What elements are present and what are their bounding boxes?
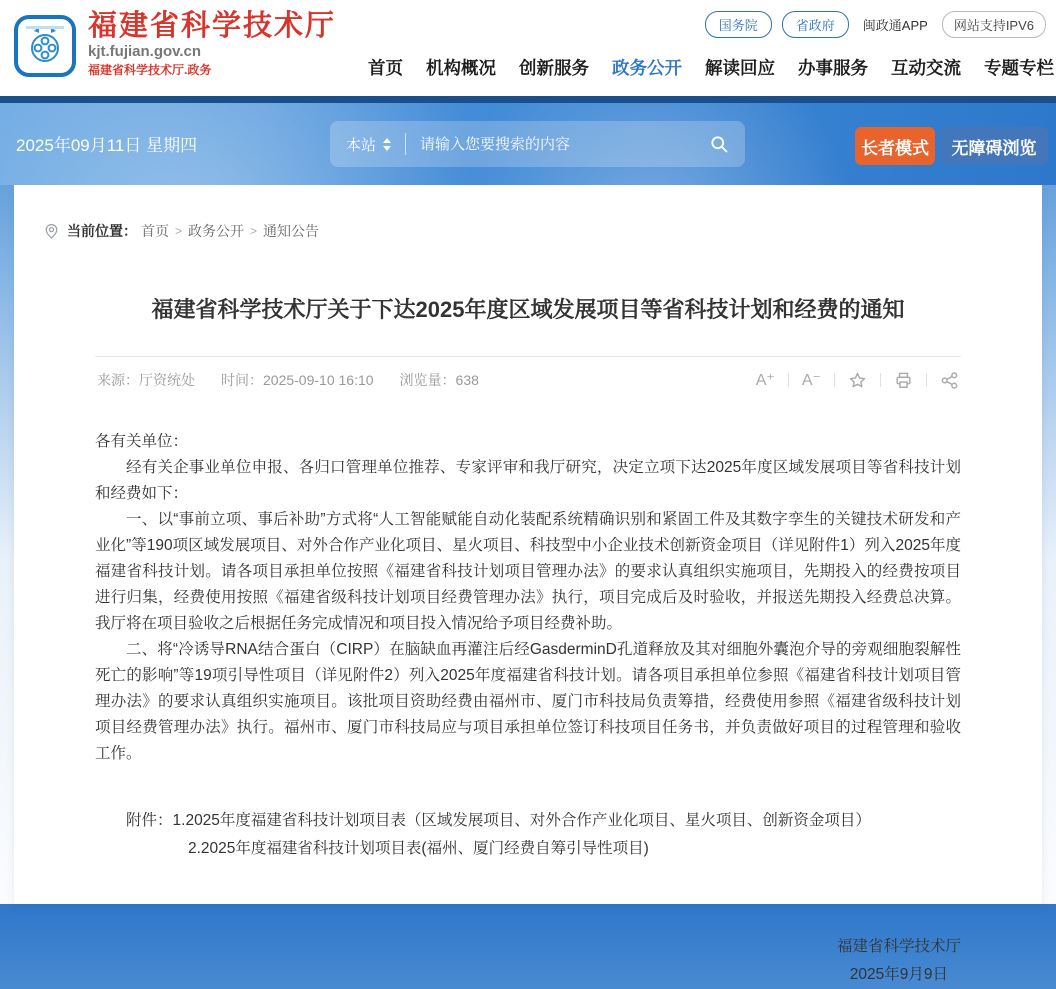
breadcrumb-separator: > [175, 224, 183, 238]
meta-views-value: 638 [455, 372, 479, 388]
search-bar [330, 121, 745, 167]
emblem-icon [14, 15, 76, 77]
signature-block [95, 933, 961, 989]
paragraph: 一、以“事前立项、事后补助”方式将“人工智能赋能自动化装配系统精确识别和紧固工件及其数字孪生的关键技术研发和产业化”等190项区域发展项目、对外合作产业化项目、星火项目、科技型中小企业技术创新资金项目（详见附件1）列入2025年度福建省科技计划。请各项目承担单位按照《福建省科技计划项目管理办法》的要求认真组织实施项目，先期投入的经费按项目进行归集，经费使用按照《福建省级科技计划项目经费管理办法》执行，项目完成后及时验收，并报送先期投入经费总决算。我厅将在项目验收之后根据任务完成情况和项目投入情况给予项目经费补助。 [95, 511, 961, 632]
nav-item-gov-disclosure[interactable]: 政务公开 [612, 58, 682, 78]
search-divider [405, 133, 406, 155]
link-state-council[interactable]: 国务院 [705, 11, 772, 38]
nav-item-overview[interactable]: 机构概况 [426, 58, 496, 78]
paragraph: 二、将“冷诱导RNA结合蛋白（CIRP）在脑缺血再灌注后经GasderminD孔道释放及其对细胞外囊泡介导的旁观细胞裂解性死亡的影响”等19项引导性项目（详见附件2）列入2025年度福建省科技计划。请各项目承担单位参照《福建省科技计划项目管理办法》的要求认真组织实施项目。该批项目资助经费由福州市、厦门市科技局负责筹措，经费使用参照《福建省级科技计划项目经费管理办法》执行。福州市、厦门市科技局应与项目承担单位签订科技项目任务书，并负责做好项目的过程管理和验收工作。 [95, 641, 961, 762]
breadcrumb-gov-disclosure[interactable]: 政务公开 [188, 223, 245, 239]
attachment-link-1[interactable]: 1.2025年度福建省科技计划项目表（区域发展项目、对外合作产业化项目、星火项目、创新资金项目） [172, 812, 871, 829]
meta-time [221, 370, 374, 390]
share-icon [940, 371, 959, 390]
paragraph: 经有关企事业单位申报、各归口管理单位推荐、专家评审和我厅研究，决定立项下达2025年度区域发展项目等省科技计划和经费如下： [95, 459, 961, 502]
accessibility-button[interactable]: 无障碍浏览 [940, 127, 1048, 165]
nav-item-interpretation[interactable]: 解读回应 [705, 58, 775, 78]
meta-views-label: 浏览量： [399, 372, 456, 388]
attachment-item-1 [95, 807, 961, 835]
nav-item-innovation[interactable]: 创新服务 [519, 58, 589, 78]
tool-divider [926, 373, 927, 387]
breadcrumb [14, 185, 1042, 241]
search-scope-select[interactable] [346, 134, 391, 155]
nav-item-interaction[interactable]: 互动交流 [891, 58, 961, 78]
breadcrumb-notices[interactable]: 通知公告 [263, 223, 320, 239]
meta-source-label: 来源： [97, 372, 139, 388]
search-input[interactable] [420, 136, 709, 153]
elder-mode-button[interactable]: 长者模式 [855, 127, 935, 165]
meta-source-value: 厅资统处 [139, 372, 195, 388]
article-title: 福建省科学技术厅关于下达2025年度区域发展项目等省科技计划和经费的通知 [151, 297, 905, 322]
meta-views [400, 370, 479, 390]
meta-source [97, 370, 195, 390]
star-icon [848, 371, 867, 390]
breadcrumb-home[interactable]: 首页 [141, 223, 169, 239]
nav-item-home[interactable]: 首页 [368, 58, 403, 78]
brand-block [88, 10, 336, 78]
printer-icon [894, 371, 913, 390]
article-meta [97, 370, 479, 390]
search-scope-label: 本站 [346, 136, 377, 154]
font-decrease-button[interactable]: A⁻ [801, 372, 821, 389]
print-button[interactable] [894, 371, 913, 390]
attachment-item-2 [95, 835, 961, 863]
breadcrumb-separator: > [250, 224, 258, 238]
attachments [95, 807, 961, 863]
link-minzhengtong-app[interactable]: 闽政通APP [862, 18, 928, 33]
article-tools [756, 370, 959, 390]
attachments-label: 附件： [126, 812, 173, 829]
quick-links [705, 11, 1046, 38]
location-pin-icon [44, 223, 59, 240]
attachment-link-2[interactable]: 2.2025年度福建省科技计划项目表(福州、厦门经费自筹引导性项目) [188, 840, 649, 857]
header-divider-bar [0, 96, 1056, 103]
tool-divider [788, 373, 789, 387]
article-body [95, 429, 961, 989]
nav-item-special-topics[interactable]: 专题专栏 [984, 58, 1054, 78]
content-card [14, 185, 1042, 983]
search-button[interactable] [709, 134, 729, 154]
paragraph: 各有关单位： [95, 433, 189, 450]
signature-date: 2025年9月9日 [849, 966, 948, 983]
tool-divider [880, 373, 881, 387]
nav-item-services[interactable]: 办事服务 [798, 58, 868, 78]
breadcrumb-label: 当前位置： [67, 223, 137, 239]
share-button[interactable] [940, 371, 959, 390]
main-nav [368, 55, 1054, 80]
favorite-button[interactable] [848, 371, 867, 390]
site-title: 福建省科学技术厅 [88, 10, 337, 42]
meta-time-value: 2025-09-10 16:10 [263, 372, 374, 388]
tool-divider [834, 373, 835, 387]
site-header [0, 0, 1056, 96]
signature-org: 福建省科学技术厅 [836, 938, 961, 955]
site-logo[interactable] [14, 15, 76, 77]
site-url: kjt.fujian.gov.cn [88, 43, 202, 60]
link-ipv6-badge: 网站支持IPV6 [942, 11, 1046, 38]
current-date: 2025年09月11日 星期四 [16, 136, 198, 155]
search-icon [709, 134, 729, 154]
site-subtitle: 福建省科学技术厅.政务 [88, 63, 212, 77]
scope-spinner-icon [383, 134, 391, 155]
meta-time-label: 时间： [221, 372, 263, 388]
article-meta-row [95, 357, 961, 403]
article [95, 293, 961, 989]
banner [0, 103, 1056, 185]
font-increase-button[interactable]: A⁺ [755, 372, 775, 389]
link-provincial-gov[interactable]: 省政府 [782, 11, 849, 38]
